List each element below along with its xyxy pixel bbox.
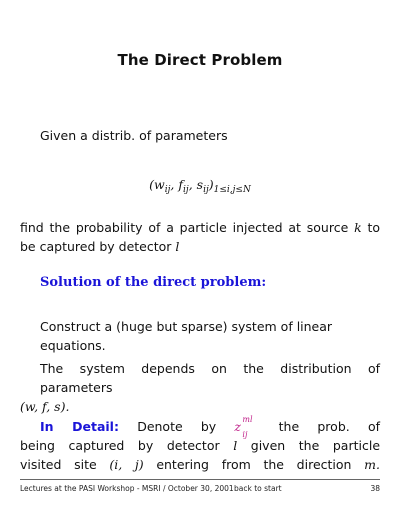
parameter-equation: ($w_{ij}$, $f_{ij}$, $s_{ij})_{1\le i,j\le N}$ (149, 177, 251, 195)
find-probability-text: find the probability of a particle injected at source k to be captured by detector l (20, 220, 380, 254)
page-number: 38 (370, 484, 380, 493)
footer-citation: Lectures at the PASI Workshop - MSRI / October 30, 2001 (20, 484, 234, 493)
back-to-start-link[interactable]: back to start (234, 484, 282, 493)
footer-rule (20, 479, 380, 480)
solution-heading: Solution of the direct problem: (40, 275, 267, 290)
construct-text: Construct a (huge but sparse) system of linear equations. (40, 319, 333, 353)
depends-text: The system depends on the distribution of parameters (w, f, s). (20, 361, 380, 414)
intro-text: Given a distrib. of parameters (40, 128, 228, 143)
slide-title: The Direct Problem (117, 51, 283, 69)
detail-label: In Detail: (40, 419, 119, 434)
z-symbol: z ml ij (234, 415, 253, 439)
detail-paragraph: In Detail: Denote by z ml ij the prob. of being captured by detector l given the particle visited site (i, j) entering from the direction m. (20, 415, 381, 472)
